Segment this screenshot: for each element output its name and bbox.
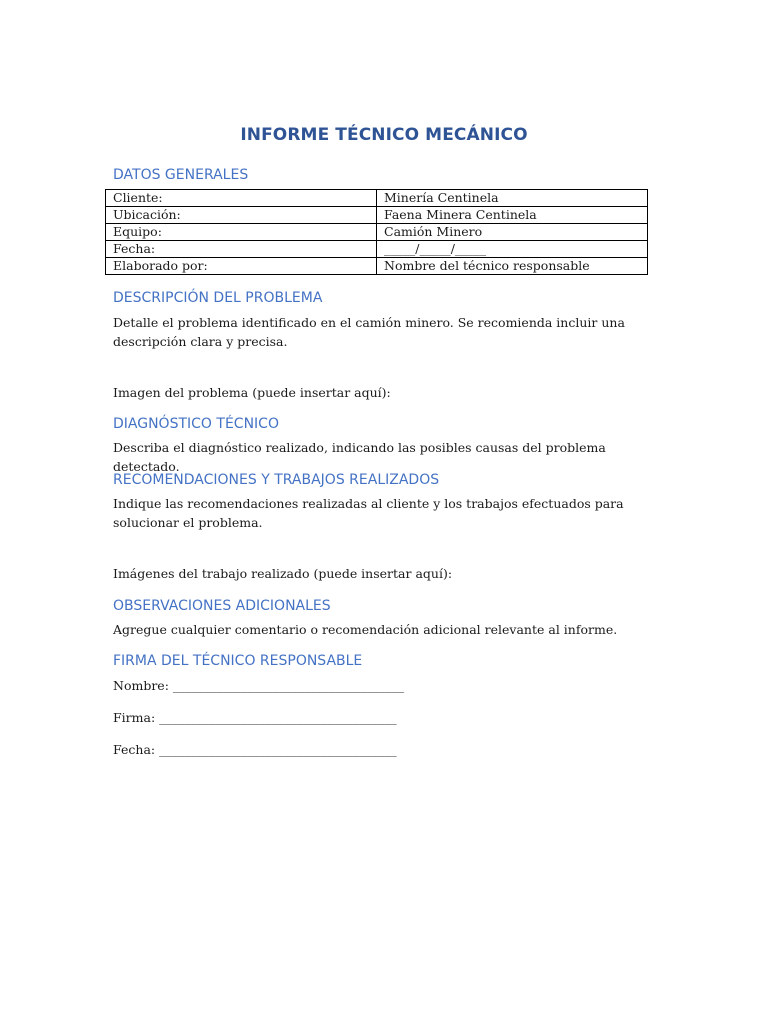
row-label: Ubicación: xyxy=(106,207,377,224)
diagnostico-text: Describa el diagnóstico realizado, indicando las posibles causas del problema detectado. xyxy=(113,440,606,474)
row-value: Faena Minera Centinela xyxy=(377,207,648,224)
descripcion-image-note: Imagen del problema (puede insertar aquí): xyxy=(113,385,391,400)
row-value: Nombre del técnico responsable xyxy=(377,258,648,275)
heading-datos-generales: DATOS GENERALES xyxy=(113,167,249,183)
row-label: Equipo: xyxy=(106,224,377,241)
table-row xyxy=(106,190,648,207)
heading-diagnostico: DIAGNÓSTICO TÉCNICO xyxy=(113,416,279,432)
heading-observaciones: OBSERVACIONES ADICIONALES xyxy=(113,598,331,614)
observaciones-text: Agregue cualquier comentario o recomendación adicional relevante al informe. xyxy=(113,622,618,637)
table-row xyxy=(106,258,648,275)
heading-firma: FIRMA DEL TÉCNICO RESPONSABLE xyxy=(113,653,363,669)
table-row xyxy=(106,241,648,258)
row-label: Cliente: xyxy=(106,190,377,207)
descripcion-text: Detalle el problema identificado en el camión minero. Se recomienda incluir una descripción clara y precisa. xyxy=(113,315,625,349)
document-title: INFORME TÉCNICO MECÁNICO xyxy=(240,125,528,145)
row-value: _____/_____/_____ xyxy=(377,241,648,258)
firma-fecha-line: Fecha: ______________________________________ xyxy=(113,742,397,757)
row-label: Fecha: xyxy=(106,241,377,258)
row-label: Elaborado por: xyxy=(106,258,377,275)
datos-generales-table xyxy=(105,189,648,275)
heading-descripcion: DESCRIPCIÓN DEL PROBLEMA xyxy=(113,290,323,306)
recomendaciones-text: Indique las recomendaciones realizadas al cliente y los trabajos efectuados para solucionar el problema. xyxy=(113,496,624,530)
firma-nombre-line: Nombre: _____________________________________ xyxy=(113,678,405,693)
firma-firma-line: Firma: ______________________________________ xyxy=(113,710,397,725)
row-value: Camión Minero xyxy=(377,224,648,241)
recomendaciones-image-note: Imágenes del trabajo realizado (puede insertar aquí): xyxy=(113,566,453,581)
heading-recomendaciones: RECOMENDACIONES Y TRABAJOS REALIZADOS xyxy=(113,472,440,488)
table-row xyxy=(106,207,648,224)
table-row xyxy=(106,224,648,241)
row-value: Minería Centinela xyxy=(377,190,648,207)
